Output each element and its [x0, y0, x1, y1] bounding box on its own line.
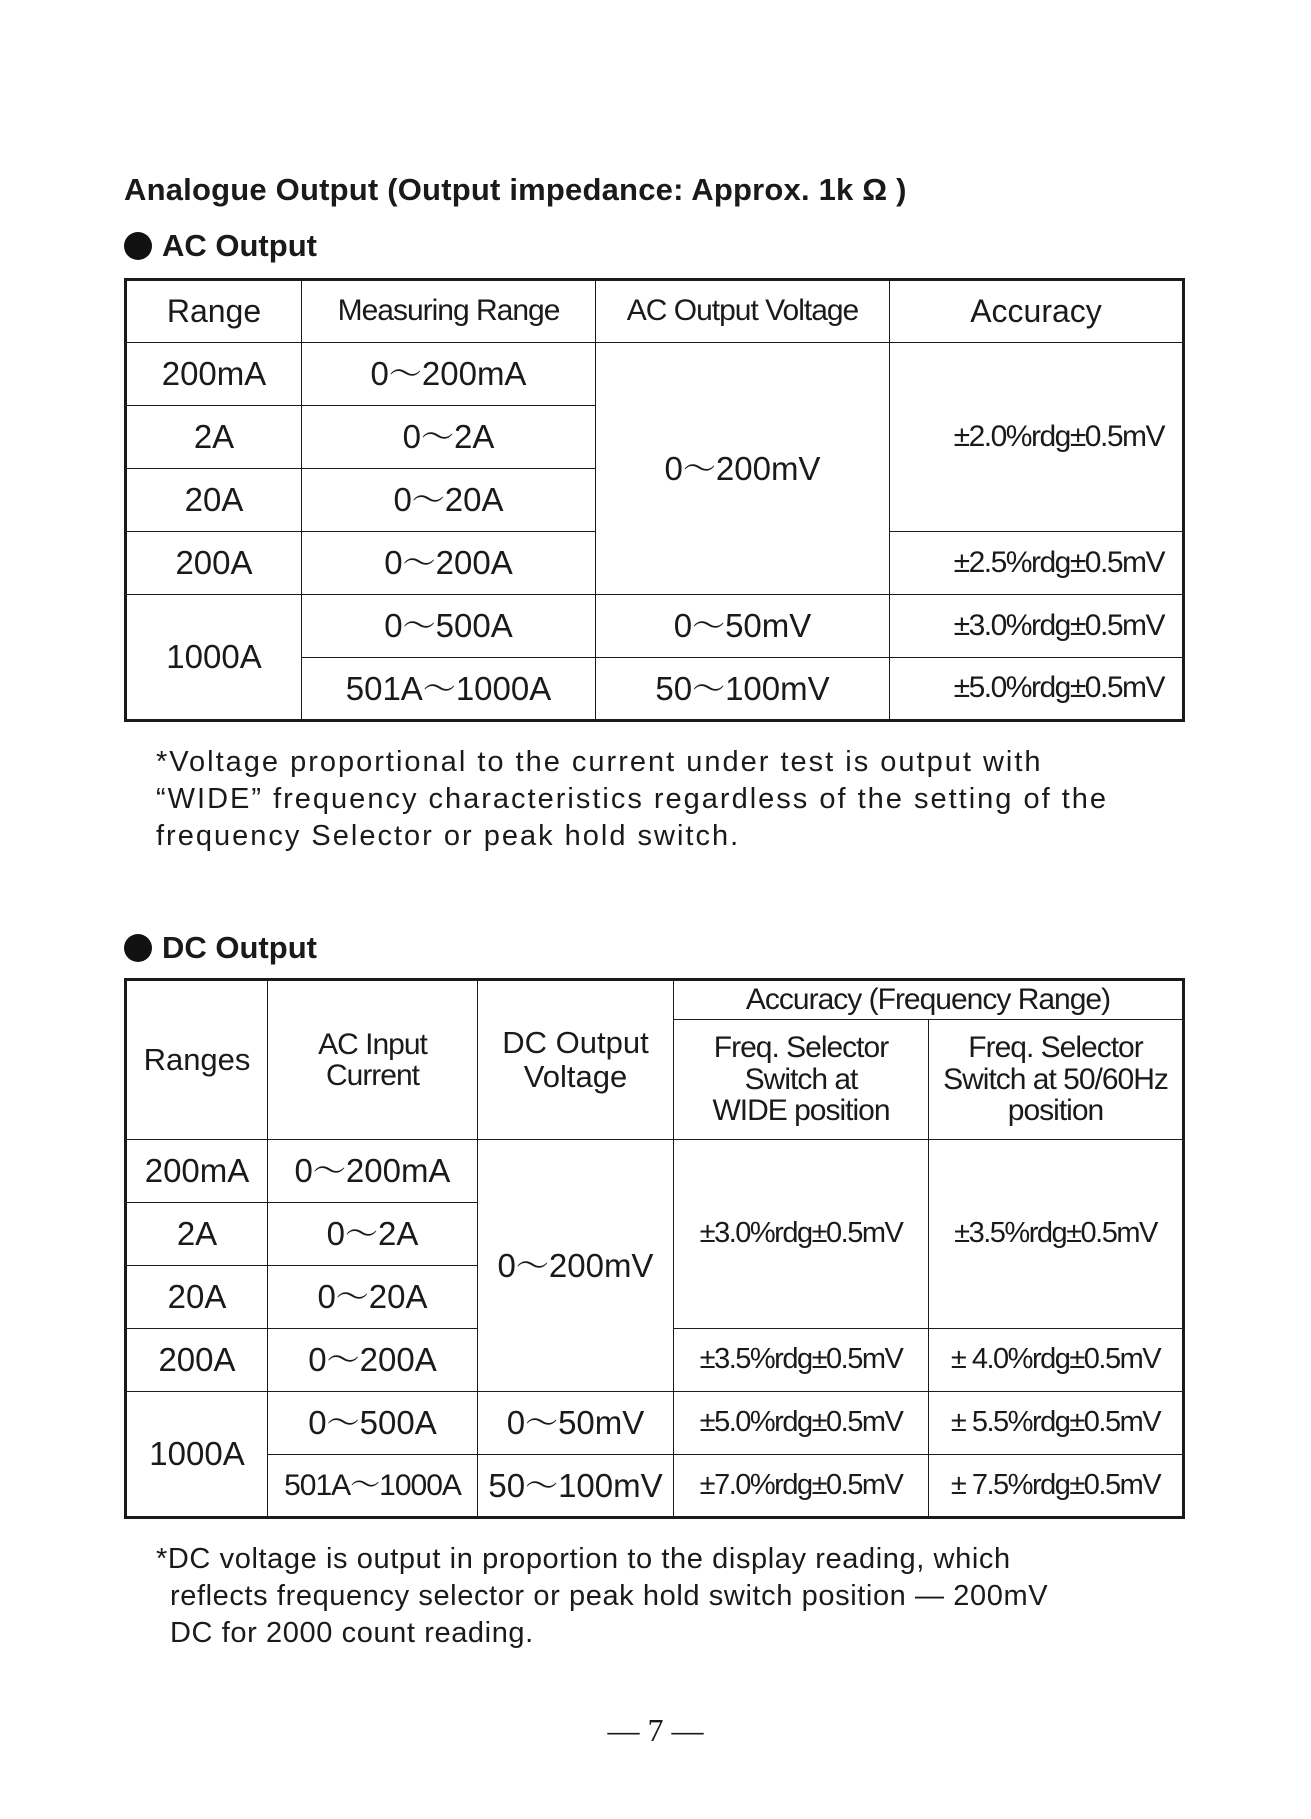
table-row — [126, 595, 1184, 658]
dc-output-section-title — [124, 930, 317, 966]
measuring-range-cell: 0～2A — [302, 406, 596, 469]
dc-voltage-merged-cell: 0～200mV — [478, 1140, 674, 1392]
wide-accuracy-cell: ±5.0%rdg±0.5mV — [674, 1392, 929, 1455]
header-wide-position: Freq. Selector Switch at WIDE position — [674, 1020, 929, 1140]
header-50-60hz-position: Freq. Selector Switch at 50/60Hz position — [929, 1020, 1184, 1140]
note-line: frequency Selector or peak hold switch. — [156, 820, 741, 852]
ac-input-cell: 0～2A — [268, 1203, 478, 1266]
dc-output-table — [124, 978, 1185, 1519]
header-dc-output-voltage: DC Output Voltage — [478, 980, 674, 1140]
header-ac-output-voltage: AC Output Voltage — [596, 280, 890, 343]
page-heading: Analogue Output (Output impedance: Approx. 1k Ω ) — [124, 172, 907, 207]
ac-output-table — [124, 278, 1185, 722]
ac-voltage-cell: 50～100mV — [596, 658, 890, 721]
ac-output-section-title — [124, 228, 317, 264]
dc-output-title: DC Output — [162, 930, 317, 965]
range-cell: 2A — [126, 406, 302, 469]
wide-accuracy-cell: ±3.5%rdg±0.5mV — [674, 1329, 929, 1392]
wide-accuracy-cell: ±7.0%rdg±0.5mV — [674, 1455, 929, 1518]
range-cell: 1000A — [126, 1392, 268, 1518]
range-cell: 2A — [126, 1203, 268, 1266]
range-cell: 200A — [126, 1329, 268, 1392]
header-ac-input-current: AC Input Current — [268, 980, 478, 1140]
table-row — [126, 1392, 1184, 1455]
measuring-range-cell: 501A～1000A — [302, 658, 596, 721]
table-row — [126, 1140, 1184, 1203]
accuracy-cell: ±2.5%rdg±0.5mV — [890, 532, 1184, 595]
dc-output-note — [156, 1541, 1156, 1652]
page-number: — 7 — — [607, 1712, 704, 1748]
accuracy-cell: ±3.0%rdg±0.5mV — [890, 595, 1184, 658]
hz-accuracy-cell: ± 4.0%rdg±0.5mV — [929, 1329, 1184, 1392]
range-cell: 1000A — [126, 595, 302, 721]
dc-voltage-cell: 50～100mV — [478, 1455, 674, 1518]
range-cell: 200mA — [126, 1140, 268, 1203]
wide-accuracy-merged-cell: ±3.0%rdg±0.5mV — [674, 1140, 929, 1329]
ac-voltage-cell: 0～50mV — [596, 595, 890, 658]
dc-voltage-cell: 0～50mV — [478, 1392, 674, 1455]
header-accuracy: Accuracy — [890, 280, 1184, 343]
table-header-row — [126, 280, 1184, 343]
range-cell: 200mA — [126, 343, 302, 406]
note-line: DC for 2000 count reading. — [170, 1617, 534, 1649]
header-accuracy-group: Accuracy (Frequency Range) — [674, 980, 1184, 1020]
ac-input-cell: 501A～1000A — [268, 1455, 478, 1518]
hz-accuracy-cell: ± 5.5%rdg±0.5mV — [929, 1392, 1184, 1455]
accuracy-cell: ±5.0%rdg±0.5mV — [890, 658, 1184, 721]
ac-voltage-merged-cell: 0～200mV — [596, 343, 890, 595]
bullet-icon — [124, 934, 152, 962]
header-ranges: Ranges — [126, 980, 268, 1140]
note-line: reflects frequency selector or peak hold switch position ― 200mV — [170, 1580, 1049, 1612]
ac-input-cell: 0～200mA — [268, 1140, 478, 1203]
range-cell: 20A — [126, 469, 302, 532]
measuring-range-cell: 0～20A — [302, 469, 596, 532]
note-line: *Voltage proportional to the current under test is output with — [156, 746, 1043, 778]
table-header-row — [126, 980, 1184, 1020]
ac-input-cell: 0～200A — [268, 1329, 478, 1392]
ac-input-cell: 0～20A — [268, 1266, 478, 1329]
measuring-range-cell: 0～200A — [302, 532, 596, 595]
accuracy-merged-cell: ±2.0%rdg±0.5mV — [890, 343, 1184, 532]
ac-output-note — [156, 744, 1156, 855]
range-cell: 200A — [126, 532, 302, 595]
measuring-range-cell: 0～500A — [302, 595, 596, 658]
note-line: *DC voltage is output in proportion to the display reading, which — [156, 1543, 1011, 1575]
ac-input-cell: 0～500A — [268, 1392, 478, 1455]
header-range: Range — [126, 280, 302, 343]
table-row — [126, 1455, 1184, 1518]
header-measuring-range: Measuring Range — [302, 280, 596, 343]
hz-accuracy-cell: ± 7.5%rdg±0.5mV — [929, 1455, 1184, 1518]
bullet-icon — [124, 232, 152, 260]
hz-accuracy-merged-cell: ±3.5%rdg±0.5mV — [929, 1140, 1184, 1329]
ac-output-title: AC Output — [162, 228, 317, 263]
note-line: “WIDE” frequency characteristics regardless of the setting of the — [156, 783, 1109, 815]
table-row — [126, 343, 1184, 406]
measuring-range-cell: 0～200mA — [302, 343, 596, 406]
range-cell: 20A — [126, 1266, 268, 1329]
